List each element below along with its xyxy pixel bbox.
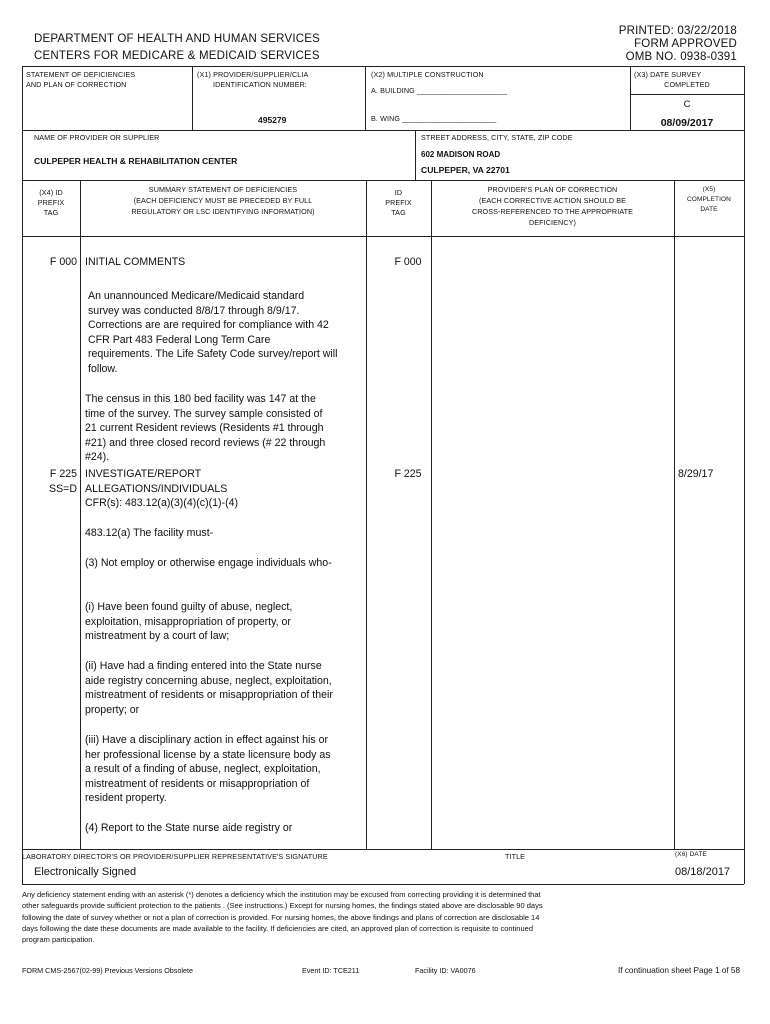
summary-header-1: SUMMARY STATEMENT OF DEFICIENCIES [148, 185, 298, 194]
f225-title-2: ALLEGATIONS/INDIVIDUALS [85, 483, 228, 495]
divider-x1 [192, 66, 193, 130]
initial-comments-heading: INITIAL COMMENTS [85, 256, 186, 268]
regulation-item-i: (i) Have been found guilty of abuse, neglect, exploitation, misappropriation of property, or mistreatment by a court of law; [85, 601, 293, 643]
f225-title-1: INVESTIGATE/REPORT [85, 468, 202, 480]
id-header-3: TAG [391, 208, 406, 217]
divider-provider [415, 130, 416, 180]
address-line-2: CULPEPER, VA 22701 [421, 165, 510, 175]
x5-header-2: COMPLETION [687, 196, 731, 203]
tag-f225-plan: F 225 [394, 468, 422, 480]
printed-date: PRINTED: 03/22/2018 [618, 25, 737, 37]
department-title: DEPARTMENT OF HEALTH AND HUMAN SERVICES [34, 33, 320, 45]
x5-header-1: (X5) [702, 186, 716, 193]
x1-label: (X1) PROVIDER/SUPPLIER/CLIA [197, 70, 309, 79]
x3-label-2: COMPLETED [664, 80, 710, 89]
x5-header-3: DATE [700, 206, 718, 213]
provider-name-label: NAME OF PROVIDER OR SUPPLIER [34, 133, 160, 142]
rule-column-header-bottom [22, 236, 744, 237]
event-id: Event ID: TCE211 [302, 966, 360, 975]
rule-signature-bottom [22, 884, 744, 885]
rule-provider-bottom [22, 180, 744, 181]
disclaimer-line: following the date of survey whether or not a plan of correction is provided. For nursing homes, the above findings and plans of correction are disclosable 14 [22, 912, 540, 922]
address-line-1: 602 MADISON ROAD [421, 150, 501, 159]
facility-id: Facility ID: VA0076 [415, 966, 476, 975]
rule-x3-inner [630, 94, 744, 95]
tag-f000-plan: F 000 [394, 256, 422, 268]
plan-header-3: CROSS-REFERENCED TO THE APPROPRIATE [471, 207, 634, 216]
rule-content-bottom [22, 849, 744, 850]
rule-top [22, 66, 744, 67]
id-header-1: ID [394, 188, 403, 197]
x2-label: (X2) MULTIPLE CONSTRUCTION [371, 70, 484, 79]
regulation-item-3: (3) Not employ or otherwise engage individuals who- [85, 557, 332, 569]
statement-label-2: AND PLAN OF CORRECTION [26, 80, 127, 89]
x4-header-3: TAG [43, 208, 59, 217]
plan-header-2: (EACH CORRECTIVE ACTION SHOULD BE [478, 196, 627, 205]
electronic-signature: Electronically Signed [34, 866, 137, 878]
id-header-2: PREFIX [385, 198, 412, 207]
regulation-item-iii: (iii) Have a disciplinary action in effect against his or her professional license by a state licensure body as a result of a finding of abuse, neglect, exploitation, mistreatment of residents or misappropriation of resident property. [85, 734, 331, 805]
x1-label-2: IDENTIFICATION NUMBER: [213, 80, 307, 89]
disclaimer-line: Any deficiency statement ending with an asterisk (*) denotes a deficiency which the institution may be excused from correcting providing it is determined that [22, 890, 541, 899]
address-label: STREET ADDRESS, CITY, STATE, ZIP CODE [421, 133, 573, 142]
omb-number: OMB NO. 0938-0391 [625, 51, 737, 63]
tag-f225: F 225 [49, 468, 77, 480]
plan-header-1: PROVIDER'S PLAN OF CORRECTION [487, 185, 618, 194]
f225-cfr: CFR(s): 483.12(a)(3)(4)(c)(1)-(4) [85, 497, 239, 509]
f225-completion-date: 8/29/17 [678, 468, 714, 480]
regulation-item-ii: (ii) Have had a finding entered into the State nurse aide registry concerning abuse, neglect, exploitation, mistreatment of residents or misappropriation of their property; or [85, 660, 333, 716]
x4-header-1: (X4) ID [39, 188, 63, 197]
rule-id-block-bottom [22, 130, 744, 131]
statement-label: STATEMENT OF DEFICIENCIES [26, 70, 136, 79]
census-paragraph: The census in this 180 bed facility was 147 at the time of the survey. The survey sample consisted of 21 current Resident reviews (Residents #1 through #21) and three closed record reviews (# 22 through #24). [85, 393, 326, 464]
summary-header-2: (EACH DEFICIENCY MUST BE PRECEDED BY FULL [133, 196, 313, 205]
tag-f000: F 000 [49, 256, 77, 268]
divider-col-summary [366, 180, 367, 849]
x3-label: (X3) DATE SURVEY [634, 70, 702, 79]
divider-col-plan [674, 180, 675, 849]
plan-header-4: DEFICIENCY) [528, 218, 577, 227]
survey-intro-paragraph: An unannounced Medicare/Medicaid standard survey was conducted 8/8/17 through 8/9/17. Corrections are are required for compliance with 42 CFR Part 483 Federal Long Term Care requirements. The Life Safety Code survey/report will follow. [88, 290, 338, 375]
title-label: TITLE [505, 852, 526, 861]
form-approved: FORM APPROVED [634, 38, 737, 50]
regulation-item-4: (4) Report to the State nurse aide registry or [85, 822, 293, 834]
regulation-intro: 483.12(a) The facility must- [85, 527, 214, 539]
signature-label: LABORATORY DIRECTOR'S OR PROVIDER/SUPPLIER REPRESENTATIVE'S SIGNATURE [22, 852, 328, 861]
survey-date: 08/09/2017 [660, 117, 714, 129]
signature-date: 08/18/2017 [675, 866, 731, 878]
disclaimer-line: program participation. [22, 935, 95, 945]
x4-header-2: PREFIX [37, 198, 65, 207]
disclaimer [22, 889, 543, 945]
building-field: A. BUILDING ______________________ [371, 86, 508, 95]
summary-header-3: REGULATORY OR LSC IDENTIFYING INFORMATION) [131, 207, 315, 216]
scope-severity: SS=D [49, 483, 77, 495]
disclaimer-line: days following the date these documents are made available to the facility. If deficiencies are cited, an approved plan of correction is requisite to continued [22, 923, 533, 933]
provider-id-number: 495279 [258, 115, 287, 125]
divider-col-x4 [80, 180, 81, 849]
page-indicator: If continuation sheet Page 1 of 58 [618, 966, 740, 975]
divider-x2 [365, 66, 366, 130]
provider-name: CULPEPER HEALTH & REHABILITATION CENTER [34, 156, 238, 166]
wing-field: B. WING _______________________ [371, 114, 497, 123]
frame-right [744, 66, 745, 884]
agency-title: CENTERS FOR MEDICARE & MEDICAID SERVICES [34, 50, 320, 62]
survey-code: C [683, 99, 691, 110]
form-number: FORM CMS-2567(02-99) Previous Versions Obsolete [22, 966, 193, 975]
disclaimer-line: other safeguards provide sufficient protection to the patients . (See instructions.) Except for nursing homes, the findings stated above are disclosable 90 days [22, 901, 543, 911]
x6-date-label: (X6) DATE [675, 851, 707, 858]
divider-col-id [431, 180, 432, 849]
